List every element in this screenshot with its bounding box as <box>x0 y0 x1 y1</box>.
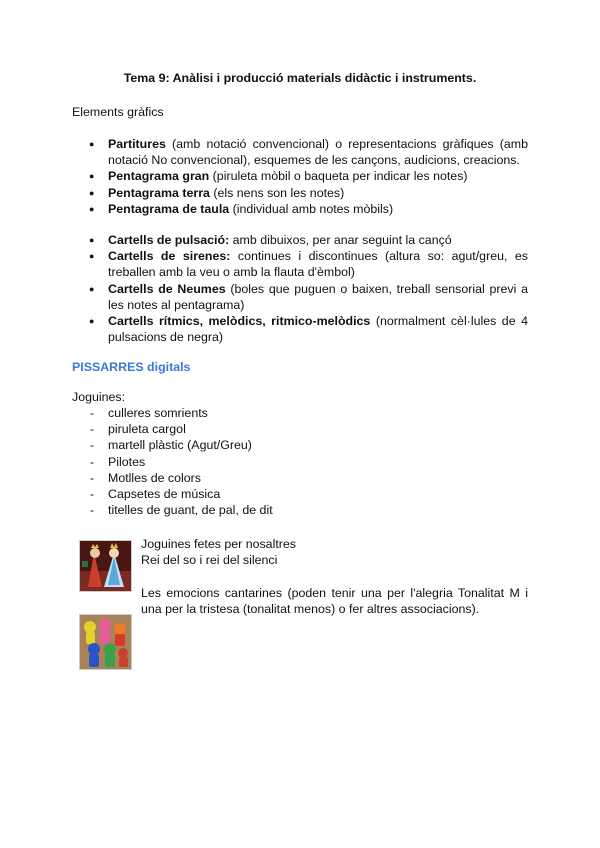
graphic-elements-list-1 <box>72 136 528 217</box>
list-item: - Capsetes de música <box>72 486 273 502</box>
joguines-fetes-text <box>141 536 528 568</box>
reis-line: Rei del so i rei del silenci <box>141 553 278 568</box>
list-item: ● Pentagrama de taula (individual amb notes mòbils) <box>72 201 528 217</box>
list-item: ● Partitures (amb notació convencional) o representacions gràfiques (amb notació No convencional), esquemes de les cançons, audicions, creacions. <box>72 136 528 168</box>
list-item: - piruleta cargol <box>72 421 273 437</box>
pissarres-heading: PISSARRES digitals <box>72 360 191 374</box>
kings-puppets-image <box>79 540 132 592</box>
list-item: - Pilotes <box>72 454 273 470</box>
list-item: - martell plàstic (Agut/Greu) <box>72 437 273 453</box>
page-title: Tema 9: Anàlisi i producció materials didàctic i instruments. <box>123 71 477 85</box>
list-item: ● Cartells de pulsació: amb dibuixos, per anar seguint la cançó <box>72 232 528 248</box>
list-item: - Motlles de colors <box>72 470 273 486</box>
joguines-list <box>72 405 273 518</box>
graphic-elements-list-2 <box>72 232 528 345</box>
list-item: ● Pentagrama terra (els nens son les notes) <box>72 185 528 201</box>
list-item: ● Pentagrama gran (piruleta mòbil o baqueta per indicar les notes) <box>72 168 528 184</box>
list-item: ● Cartells de Neumes (boles que puguen o baixen, treball sensorial previ a les notes al pentagrama) <box>72 281 528 313</box>
joguines-fetes-line: Joguines fetes per nosaltres <box>141 537 296 551</box>
elements-heading: Elements gràfics <box>72 105 164 119</box>
emotion-figures-image <box>79 614 132 670</box>
list-item: - titelles de guant, de pal, de dit <box>72 502 273 518</box>
list-item: - culleres somrients <box>72 405 273 421</box>
emocions-paragraph: Les emocions cantarines (poden tenir una per l'alegria Tonalitat M i una per la tristesa (tonalitat menos) o fer altres associacions). <box>141 586 528 617</box>
joguines-heading: Joguines: <box>72 390 126 404</box>
list-item: ● Cartells rítmics, melòdics, ritmico-melòdics (normalment cèl·lules de 4 pulsacions de negra) <box>72 313 528 345</box>
list-item: ● Cartells de sirenes: continues i discontinues (altura so: agut/greu, es treballen amb la veu o amb la flauta d'èmbol) <box>72 248 528 280</box>
